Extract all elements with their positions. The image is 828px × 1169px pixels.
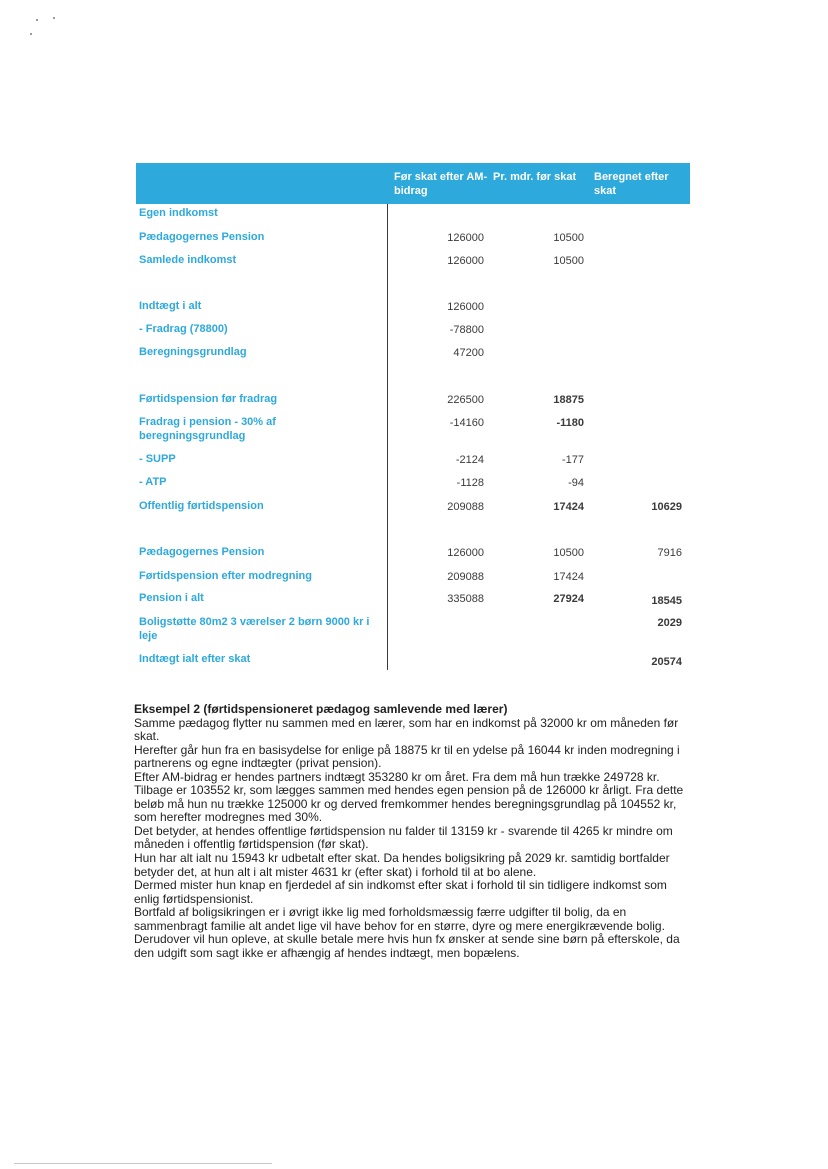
example-paragraph: Hun har alt ialt nu 15943 kr udbetalt efter skat. Da hendes boligsikring på 2029 kr. samtidig bortfalder betyder det, at hun alt i alt mister 4631 kr (efter skat) i forhold til at bo alene. [134,851,670,879]
scan-speck [30,33,32,35]
cell-before-tax: 209088 [447,501,484,513]
header-monthly-before-tax: Pr. mdr. før skat [493,171,577,183]
row-label: Pædagogernes Pension [139,546,265,558]
row-label: Fradrag i pension - 30% af beregningsgrundlag [139,416,276,442]
row-label: Indtægt i alt [139,300,202,312]
header-before-tax: Før skat efter AM-bidrag [394,171,488,197]
cell-before-tax: 226500 [447,394,484,406]
cell-before-tax: -2124 [455,454,484,466]
cell-monthly: 17424 [553,571,584,583]
cell-before-tax: 126000 [447,547,484,559]
example-paragraph: Bortfald af boligsikringen er i øvrigt ikke lig med forholdsmæssig færre udgifter til bolig, da en sammenbragt familie alt andet lige vil have behov for en større, dyre og mere energikrævende bolig. [134,905,665,933]
cell-before-tax: 126000 [447,301,484,313]
cell-before-tax: 335088 [447,593,484,605]
row-label: Beregningsgrundlag [139,346,247,358]
cell-monthly: -94 [568,477,584,489]
cell-monthly: -1180 [556,417,584,429]
cell-monthly: 17424 [553,501,584,513]
cell-monthly: 10500 [553,547,584,559]
cell-before-tax: 47200 [453,347,484,359]
row-label: Pension i alt [139,592,204,604]
pension-table [136,163,692,673]
cell-before-tax: 126000 [447,255,484,267]
row-label: Offentlig førtidspension [139,500,264,512]
example-section [134,703,694,960]
cell-after-tax: 10629 [651,501,682,513]
example-paragraph: Det betyder, at hendes offentlige førtidspension nu falder til 13159 kr - svarende til 4265 kr mindre om måneden i offentlig førtidspension (før skat). [134,823,673,852]
row-label: Førtidspension før fradrag [139,393,278,405]
example-paragraph: Derudover vil hun opleve, at skulle betale mere hvis hun fx ønsker at sende sine børn på efterskole, da den udgift som sagt ikke er afhængig af hendes indtægt, men bopælens. [134,932,680,960]
cell-monthly: 18875 [553,394,584,406]
scan-speck [36,19,38,21]
cell-monthly: 27924 [553,593,584,605]
cell-before-tax: -1128 [456,477,484,489]
example-paragraph: Efter AM-bidrag er hendes partners indtægt 353280 kr om året. Fra dem må hun trække 249728 kr. Tilbage er 103552 kr, som lægges sammen med hendes egen pension på de 126000 kr årligt. Fra dette beløb må hun nu trække 125000 kr og derved fremkommer hendes beregningsgrundlag på 104552 kr, som herefter modregnes med 30%. [134,769,684,825]
cell-after-tax: 18545 [651,595,682,607]
cell-monthly: 10500 [553,255,584,267]
header-after-tax: Beregnet efter skat [594,171,669,197]
example-heading: Eksempel 2 (førtidspensioneret pædagog samlevende med lærer) [134,702,508,716]
cell-before-tax: -78800 [449,324,484,336]
cell-after-tax: 20574 [651,656,682,668]
cell-after-tax: 2029 [657,617,682,629]
example-paragraph: Samme pædagog flytter nu sammen med en lærer, som har en indkomst på 32000 kr om måneden før skat. [134,715,679,744]
row-label: - Fradrag (78800) [139,323,228,335]
row-label: Boligstøtte 80m2 3 værelser 2 børn 9000 kr i leje [139,616,370,642]
row-label: Indtægt ialt efter skat [139,653,251,665]
table-header [136,163,690,204]
cell-before-tax: 209088 [447,571,484,583]
cell-before-tax: -14160 [449,417,484,429]
row-label: Egen indkomst [139,207,218,219]
scan-speck [53,17,55,19]
cell-monthly: 10500 [553,232,584,244]
column-divider [387,204,388,670]
row-label: Førtidspension efter modregning [139,570,312,582]
row-label: - ATP [139,476,167,488]
cell-monthly: -177 [561,454,584,466]
row-label: - SUPP [139,453,176,465]
row-label: Pædagogernes Pension [139,231,265,243]
cell-before-tax: 126000 [447,232,484,244]
example-paragraph: Dermed mister hun knap en fjerdedel af sin indkomst efter skat i forhold til sin tidligere indkomst som enlig førtidspensionist. [134,878,667,906]
footer-rule [14,1163,272,1164]
example-paragraph: Herefter går hun fra en basisydelse for enlige på 18875 kr til en ydelse på 16044 kr inden modregning i partnerens og egne indtægter (privat pension). [134,742,680,771]
cell-after-tax: 7916 [657,547,682,559]
row-label: Samlede indkomst [139,254,237,266]
